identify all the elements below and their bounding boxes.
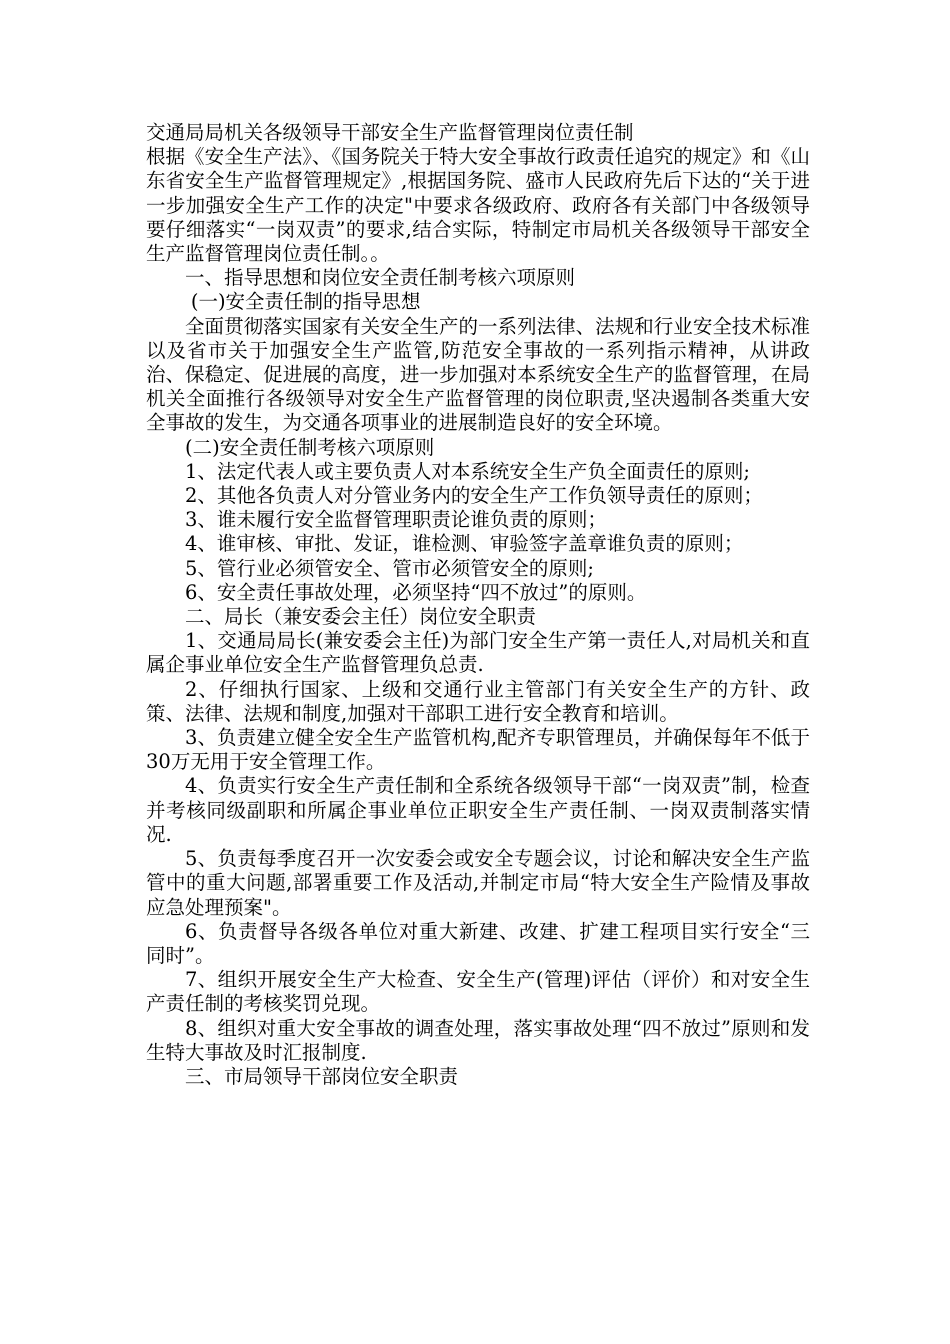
duty-item: 4、负责实行安全生产责任制和全系统各级领导干部“一岗双责”制，检查并考核同级副职和所属企事业单位正职安全生产责任制、一岗双责制落实情况. [146,774,810,846]
duty-item: 8、组织对重大安全事故的调查处理，落实事故处理“四不放过”原则和发生特大事故及时汇报制度. [146,1016,810,1064]
duty-item: 6、负责督导各级各单位对重大新建、改建、扩建工程项目实行安全“三同时”。 [146,919,810,967]
section1-sub2-heading: (二)安全责任制考核六项原则 [185,435,435,459]
intro-paragraph: 根据《安全生产法》、《国务院关于特大安全事故行政责任追究的规定》和《山东省安全生产监督管理规定》,根据国务院、盛市人民政府先后下达的“关于进一步加强安全生产工作的决定"中要求各级政府、政府各有关部门中各级领导要仔细落实“一岗双责”的要求,结合实际，特制定市局机关各级领导干部安全生产监督管理岗位责任制。。 [146,145,810,266]
principle-item: 4、谁审核、审批、发证，谁检测、审验签字盖章谁负责的原则； [185,532,744,556]
principle-item: 5、管行业必须管安全、管市必须管安全的原则; [185,556,594,580]
section1-sub1-text: 全面贯彻落实国家有关安全生产的一系列法律、法规和行业安全技术标准以及省市关于加强安全生产监管,防范安全事故的一系列指示精神，从讲政治、保稳定、促进展的高度，进一步加强对本系统安全生产的监督管理，在局机关全面推行各级领导对安全生产监督管理的岗位职责,坚决遏制各类重大安全事故的发生，为交通各项事业的进展制造良好的安全环境。 [146,314,810,435]
principle-item: 3、谁未履行安全监督管理职责论谁负责的原则； [185,508,607,532]
section2-heading: 二、局长（兼安委会主任）岗位安全职责 [185,605,537,629]
principle-item: 6、安全责任事故处理，必须坚持“四不放过”的原则。 [185,580,647,604]
principle-item: 1、法定代表人或主要负责人对本系统安全生产负全面责任的原则; [185,459,750,483]
document-page [146,121,810,1089]
duty-item: 1、交通局局长(兼安委会主任)为部门安全生产第一责任人,对局机关和直属企事业单位安全生产监督管理负总责. [146,629,810,677]
document-title: 交通局局机关各级领导干部安全生产监督管理岗位责任制 [146,121,634,144]
duty-item: 5、负责每季度召开一次安委会或安全专题会议，讨论和解决安全生产监管中的重大问题,部署重要工作及活动,并制定市局“特大安全生产险情及事故应急处理预案"。 [146,847,810,919]
duty-item: 2、仔细执行国家、上级和交通行业主管部门有关安全生产的方针、政策、法律、法规和制度,加强对干部职工进行安全教育和培训。 [146,677,810,725]
section1-sub1-heading: (一)安全责任制的指导思想 [190,290,421,314]
section3-heading: 三、市局领导干部岗位安全职责 [185,1064,459,1088]
principle-item: 2、其他各负责人对分管业务内的安全生产工作负领导责任的原则； [185,484,763,508]
duty-item: 7、组织开展安全生产大检查、安全生产(管理)评估（评价）和对安全生产责任制的考核奖罚兑现。 [146,968,810,1016]
section1-heading: 一、指导思想和岗位安全责任制考核六项原则 [185,266,576,290]
duty-item: 3、负责建立健全安全生产监管机构,配齐专职管理员，并确保每年不低于30万无用于安全管理工作。 [146,726,810,774]
